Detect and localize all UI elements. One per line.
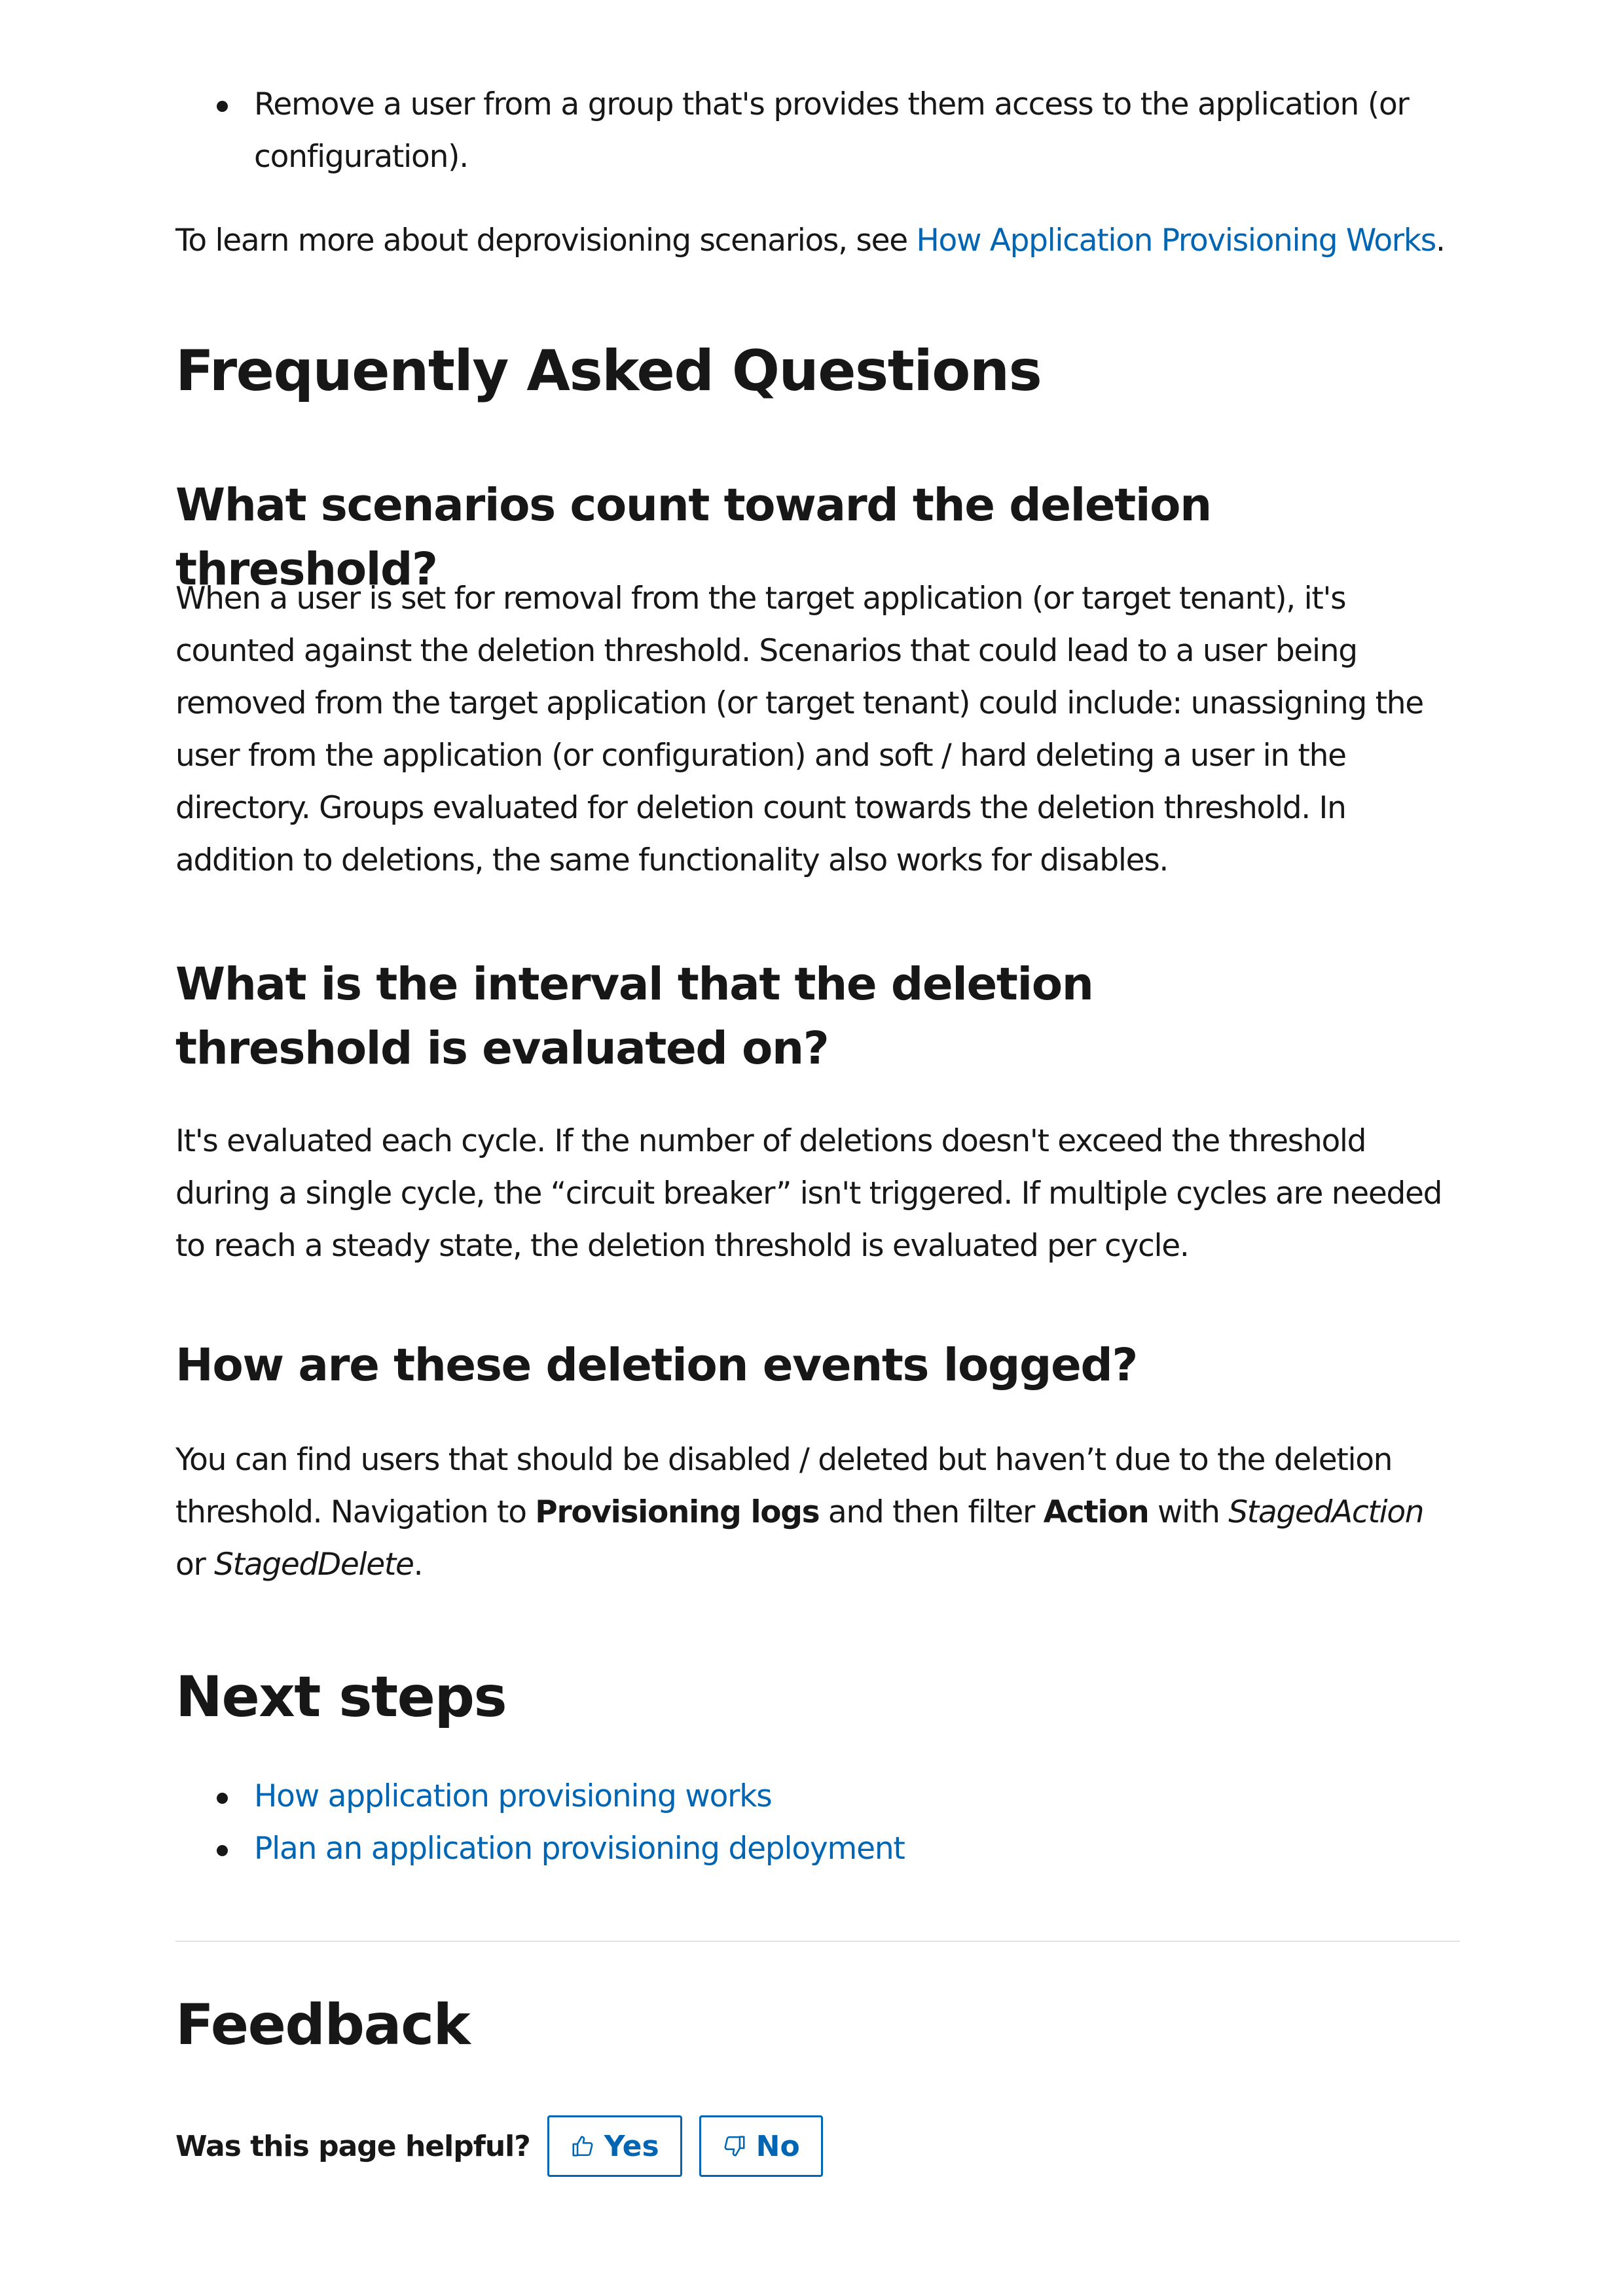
top-bullet-list [175, 79, 1460, 183]
faq-heading: Frequently Asked Questions [175, 338, 1042, 404]
next-steps-heading: Next steps [175, 1664, 507, 1730]
next-steps-item [175, 1770, 1460, 1823]
faq-q1-heading: What scenarios count toward the deletion threshold? [175, 479, 1211, 596]
feedback-row [175, 2113, 840, 2179]
faq-q3-text-2: and then filter [819, 1494, 1044, 1530]
how-provisioning-works-link[interactable]: How Application Provisioning Works [916, 223, 1436, 259]
faq-q3-text-5: . [413, 1547, 423, 1583]
list-item: Remove a user from a group that's provides them access to the application (or configuration). [175, 79, 1460, 183]
deprovisioning-period: . [1435, 223, 1445, 259]
thumbs-down-icon [722, 2133, 747, 2159]
yes-button[interactable] [547, 2115, 682, 2177]
faq-q1-body: When a user is set for removal from the target application (or target tenant), it's counted against the deletion threshold. Scenarios that could lead to a user being removed from the target application (or target tenant) could include: unassigning the user from the application (or configuration) and soft / hard deleting a user in the directory. Groups evaluated for deletion count towards the deletion threshold. In addition to deletions, the same functionality also works for disables. [175, 581, 1423, 878]
faq-q3-text-1: You can find users that should be disabled / deleted but haven’t due to the deletion threshold. Navigation to [175, 1442, 1393, 1530]
faq-q3-text-3: with [1148, 1494, 1229, 1530]
next-steps-list [175, 1770, 1460, 1875]
section-divider [175, 1941, 1460, 1942]
staged-delete-label: StagedDelete [214, 1547, 414, 1583]
feedback-question: Was this page helpful? [175, 2129, 530, 2163]
no-button-label: No [756, 2129, 800, 2163]
faq-q2-heading: What is the interval that the deletion threshold is evaluated on? [175, 958, 1093, 1075]
plan-deployment-link[interactable]: Plan an application provisioning deployment [254, 1831, 905, 1867]
next-steps-item [175, 1823, 1460, 1875]
deprovisioning-text: To learn more about deprovisioning scenarios, see [175, 223, 917, 259]
provisioning-logs-label: Provisioning logs [535, 1494, 820, 1530]
action-label: Action [1043, 1494, 1149, 1530]
faq-q3-text-4: or [175, 1547, 215, 1583]
faq-q3-heading: How are these deletion events logged? [175, 1339, 1137, 1391]
thumbs-up-icon [570, 2133, 595, 2159]
staged-action-label: StagedAction [1228, 1494, 1424, 1530]
faq-q2-body: It's evaluated each cycle. If the number of deletions doesn't exceed the threshold during a single cycle, the “circuit breaker” isn't triggered. If multiple cycles are needed to reach a steady state, the deletion threshold is evaluated per cycle. [175, 1123, 1442, 1264]
feedback-heading: Feedback [175, 1992, 470, 2058]
yes-button-label: Yes [604, 2129, 659, 2163]
faq-q3-body [175, 1434, 1460, 1591]
how-provisioning-works-next-link[interactable]: How application provisioning works [254, 1778, 772, 1814]
deprovisioning-paragraph [175, 215, 1460, 267]
no-button[interactable] [699, 2115, 823, 2177]
